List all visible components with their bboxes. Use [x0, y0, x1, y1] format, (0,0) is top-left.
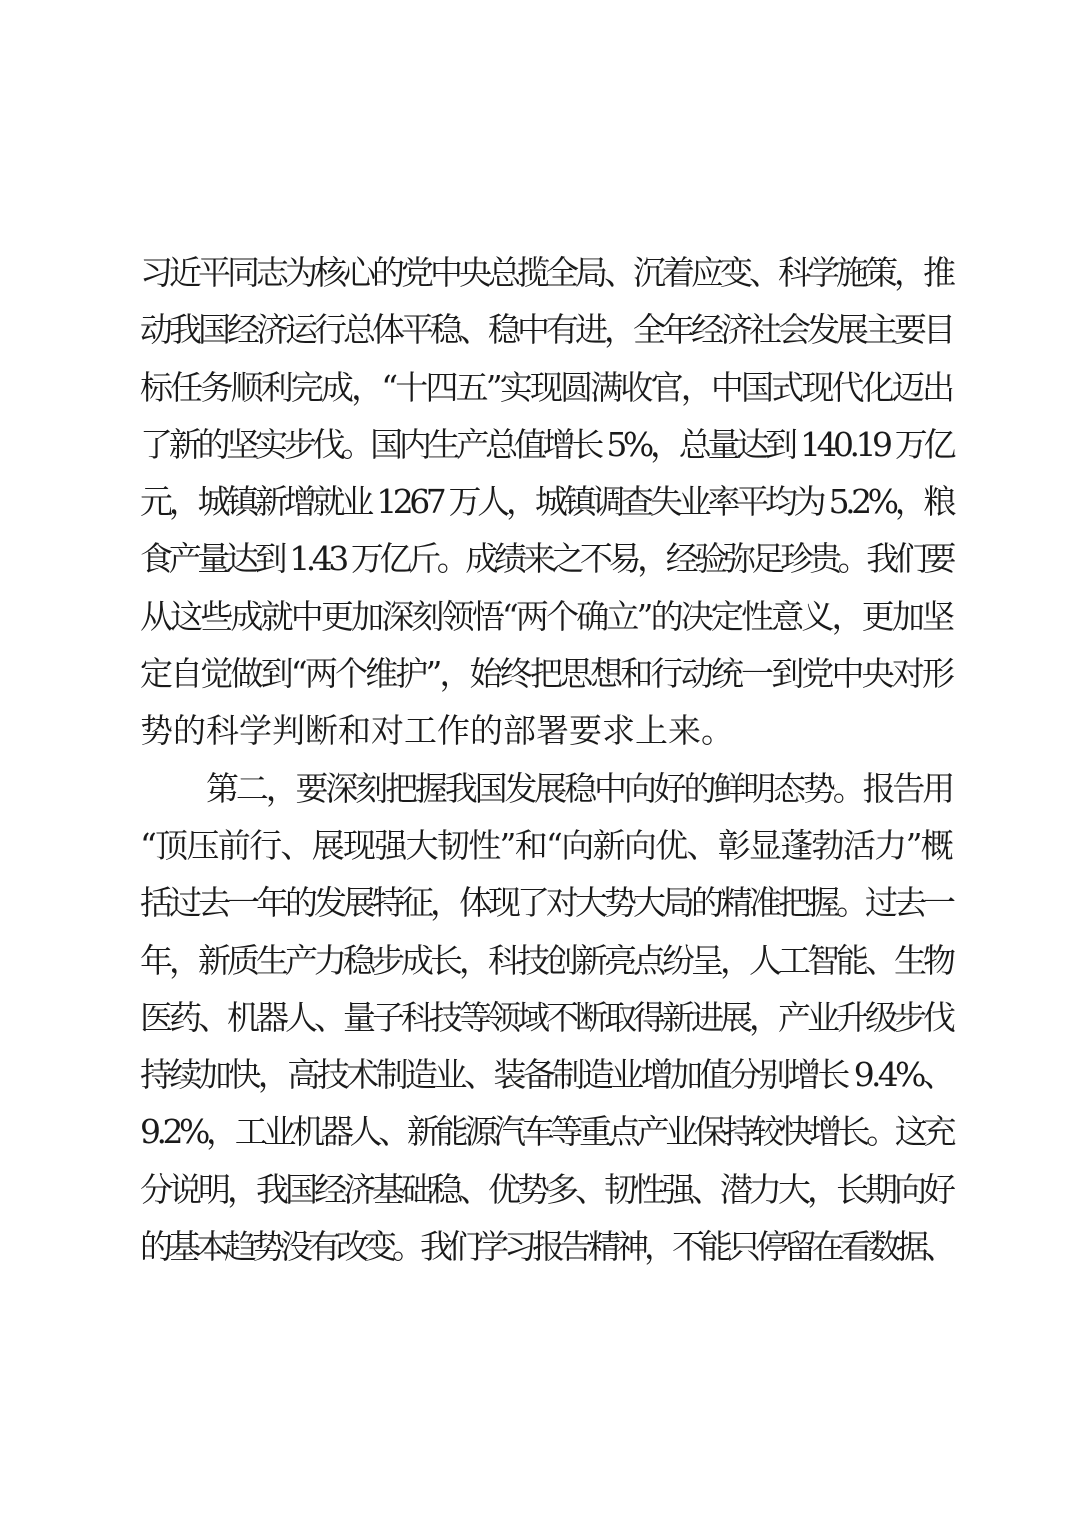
text-line: “顶压前行、展现强大韧性”和“向新向优、彰显蓬勃活力”概 [140, 825, 952, 865]
text-line: 分说明，我国经济基础稳、优势多、韧性强、潜力大，长期向好 [140, 1169, 952, 1209]
paragraph-start-line: 第二，要深刻把握我国发展稳中向好的鲜明态势。报告用 [206, 768, 952, 808]
text-line: 9.2%，工业机器人、新能源汽车等重点产业保持较快增长。这充 [140, 1112, 952, 1152]
text-line: 食产量达到 1.43 万亿斤。成绩来之不易，经验弥足珍贵。我们要 [140, 539, 952, 579]
text-line: 括过去一年的发展特征，体现了对大势大局的精准把握。过去一 [140, 883, 952, 923]
text-line: 动我国经济运行总体平稳、稳中有进，全年经济社会发展主要目 [140, 310, 952, 350]
text-line: 标任务顺利完成，“十四五”实现圆满收官，中国式现代化迈出 [140, 367, 952, 407]
text-line: 元，城镇新增就业 1267 万人，城镇调查失业率平均为 5.2%，粮 [140, 482, 952, 522]
paragraph-end-line: 势的科学判断和对工作的部署要求上来。 [140, 711, 734, 751]
text-line: 年，新质生产力稳步成长，科技创新亮点纷呈，人工智能、生物 [140, 940, 952, 980]
text-line: 定自觉做到“两个维护”，始终把思想和行动统一到党中央对形 [140, 654, 952, 694]
body-text [140, 244, 952, 1275]
text-line: 了新的坚实步伐。国内生产总值增长 5%，总量达到 140.19 万亿 [140, 424, 952, 464]
text-line: 习近平同志为核心的党中央总揽全局、沉着应变、科学施策，推 [140, 253, 952, 292]
text-line: 从这些成就中更加深刻领悟“两个确立”的决定性意义，更加坚 [140, 596, 952, 636]
text-line: 医药、机器人、量子科技等领域不断取得新进展，产业升级步伐 [140, 997, 952, 1037]
text-line: 的基本趋势没有改变。我们学习报告精神，不能只停留在看数据、 [140, 1227, 952, 1267]
text-line: 持续加快，高技术制造业、装备制造业增加值分别增长 9.4%、 [140, 1055, 952, 1095]
